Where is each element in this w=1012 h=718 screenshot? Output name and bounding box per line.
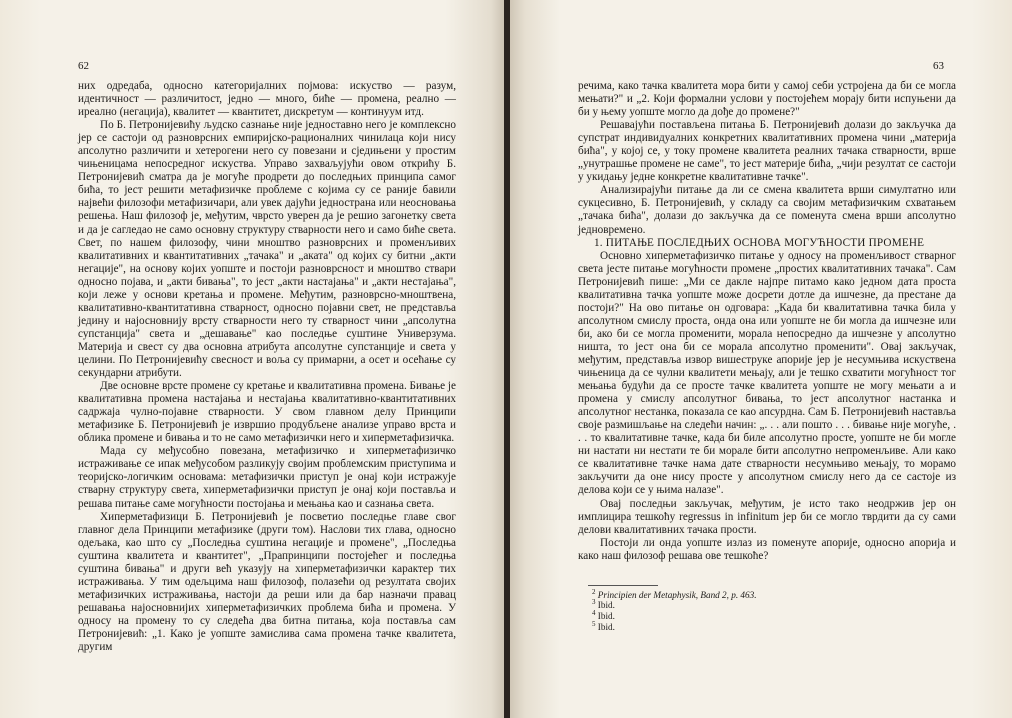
- footnote: [578, 587, 956, 601]
- section-heading: 1. ПИТАЊЕ ПОСЛЕДЊИХ ОСНОВА МОГУЋНОСТИ ПРОМЕНЕ: [594, 236, 925, 249]
- footnote-text: Ibid.: [597, 610, 615, 621]
- paragraph: Овај последњи закључак, међутим, је исто тако неодржив јер он имплицира тешкоћу regressus in infinitum јер би се могло тврдити да су сами делови квалитативних тачака прости.: [578, 497, 956, 536]
- footnote-text: Ibid.: [597, 600, 615, 611]
- paragraph: Постоји ли онда уопште излаз из поменуте апорије, односно апорија и како наш филозоф решава ове тешкоће?: [578, 536, 956, 562]
- paragraph: Решавајући постављена питања Б. Петронијевић долази до закључка да супстрат индивидуалних конкретних квалитативних промена чини „материја бића", у којој се, у току промене квалитета реалних тачака стварности, врше „унутрашње промене не саме", то јест материје бића, „чији резултат се састоји у укидању једне конкретне квалитативне тачке".: [578, 119, 956, 184]
- paragraph: Две основне врсте промене су кретање и квалитативна промена. Бивање је квалитативна промена настајања и нестајања квалитативно-квантитативних садржаја чулно-појавне стварности. У свом главном делу Принципи метафизике Б. Петронијевић је извршио продубљене анализе управо врста и облика промене и бивања и то не само метафизички него и хиперметафизичка.: [78, 380, 456, 445]
- paragraph: По Б. Петронијевићу људско сазнање није једноставно него је комплексно јер се састоји од разноврсних емпиријско-рационалних чинилаца који нису апсолутно различити и хетерогени него су повезани и сједињени у простим чињеницама непосредног искуства. Управо захваљујући овом открићу Б. Петронијевић сматра да је могуће продрети до последњих принципа самог бића, то јест решити метафизичке проблеме с којима су се раније бавили највећи филозофи метафизичари, али увек дајући једнострана или неосновања решења. Наш филозоф је, међутим, чврсто уверен да је решио загонетку света и да је сагледао не само основну структуру стварности него и само биће света. Свет, по нашем филозофу, чини мноштво разноврсних и променљивих квалитативних и квантитативних „тачака" и „аката" од којих су битни „акти негације", на основу којих уопште и постоји разноврсност и мноштво ствари односно појава, и „акти бивања", то јест „акти настајања" и „акти нестајања", који леже у основи кретања и промене. Међутим, разноврсно-мноштвена, квалитативно-квантитативна стварност, односно појавни свет, не представља јединy и најосновнију врсту стварности него ту стварност чини „апсолутна супстанција" света и „дешавање" као последње суштине Универзума. Материја и свест су два основна атрибута апсолутне супстанције и света у целини. По Петронијевићу свесност и воља су примарни, а осет и осећање су секундарни атрибути.: [78, 119, 456, 380]
- footnote-number: 3: [592, 598, 596, 607]
- right-page: [510, 0, 1012, 718]
- footnote-text: Principien der Metaphysik, Band 2, p. 463.: [597, 589, 757, 600]
- paragraph: Основно хиперметафизичко питање у односу на променљивост стварног света јесте питање могућности промене „простих квалитативних тачака". Сам Петронијевић пише: „Ми се дакле најпре питамо како једном дата проста квалитативна тачка уопште може досрети дотле да ишчезне, да престане да постоји?" На ово питање он одговара: „Када би квалитативна тачка била у апсолутном смислу проста, онда она или уопште не би могла да ишчезне или би, ако би се могла променити, морала непосредно да ишчезне у апсолутно ништа, то јест она би се морала апсолутно променити". Овај закључак, међутим, представља извор вишеструке апорије јер је несумњива искуствена чињеница да се чулни квалитети мењају, али је тешко схватити могућност тог мењања будући да се просте тачке квалитета уопште не могу мењати а и промена у смислу апсолутног бивања, то јест апсолутног настанка и апсолутног нестанка, показала се као апсурдна. Сам Б. Петронијевић наставља своје размишљање на следећи начин: „. . . али пошто . . . бивање није могуће, . . . то квалитативне тачке, када би биле апсолутно просте, уопште не би могле ни настати ни нестати те би морале бити апсолутно непроменљиве. Али како се квалитативне тачке нама дате стварности несумњиво мењају, то морамо закључити да оне нису просте у апсолутном смислу него да се састоје из делова који се у њима налазе".: [578, 249, 956, 497]
- footnote: [578, 608, 956, 622]
- footnote-number: 2: [592, 587, 596, 596]
- paragraph: Хиперметафизици Б. Петронијевић је посветио последње главе свог главног дела Принципи метафизике (други том). Наслови тих глава, односно одељака, као што су „Последња суштина негације и промене", „Последња суштина квалитета и квантитет", „Прапринципи постојећег и последња суштина бивања" и други већ указују на хиперметафизички карактер тих истраживања. У тим одељцима наш филозоф, полазећи од резултата својих метафизичких истраживања, настоји да реши или да бар назначи правац решавања најосновнијих хиперметафизичких проблема бића и промена. У односу на промену то су следећа два битна питања, која поставља сам Петронијевић: „1. Како је уопште замислива сама промена тачке квалитета, другим: [78, 510, 456, 654]
- footnote-number: 4: [592, 608, 596, 617]
- paragraph: речима, како тачка квалитета мора бити у самој себи устројена да би се могла мењати?" и „2. Који формални услови у постојећем морају бити испуњени да би у њему уопште могло да дође до промене?": [578, 80, 956, 119]
- paragraph: них одредаба, односно категоријалних појмова: искуство — разум, идентичност — различитост, једно — много, биће — промена, реално — ирeално (негација), квалитет — квантитет, дискретум — континуум итд.: [78, 80, 456, 119]
- left-page-body: [78, 80, 456, 654]
- page-number-left: 62: [78, 60, 89, 72]
- footnote-divider: [588, 585, 658, 586]
- paragraph: Анализирајући питање да ли се смена квалитета врши симултатно или сукцесивно, Б. Петронијевић, у складу са својим метафизичким схватањем „тачака бића", долази до закључка да се поменута смена врши апсолутно једновремено.: [578, 184, 956, 236]
- paragraph: Мада су међусобно повезана, метафизичко и хиперметафизичко истраживање се ипак међусобом разликују својим проблемским приступима и теоријско-логичким основама: метафизички приступ је онај који истражује стварну структуру света, хиперметафизички приступ је онај који поставља и решава питање саме могућности постојања и мењања као и сазнања света.: [78, 445, 456, 510]
- right-page-body: [578, 80, 956, 632]
- footnote-text: Ibid.: [597, 621, 615, 632]
- footnote-number: 5: [592, 619, 596, 628]
- page-number-right: 63: [933, 60, 944, 72]
- footnote: [578, 600, 956, 611]
- footnote: [578, 619, 956, 633]
